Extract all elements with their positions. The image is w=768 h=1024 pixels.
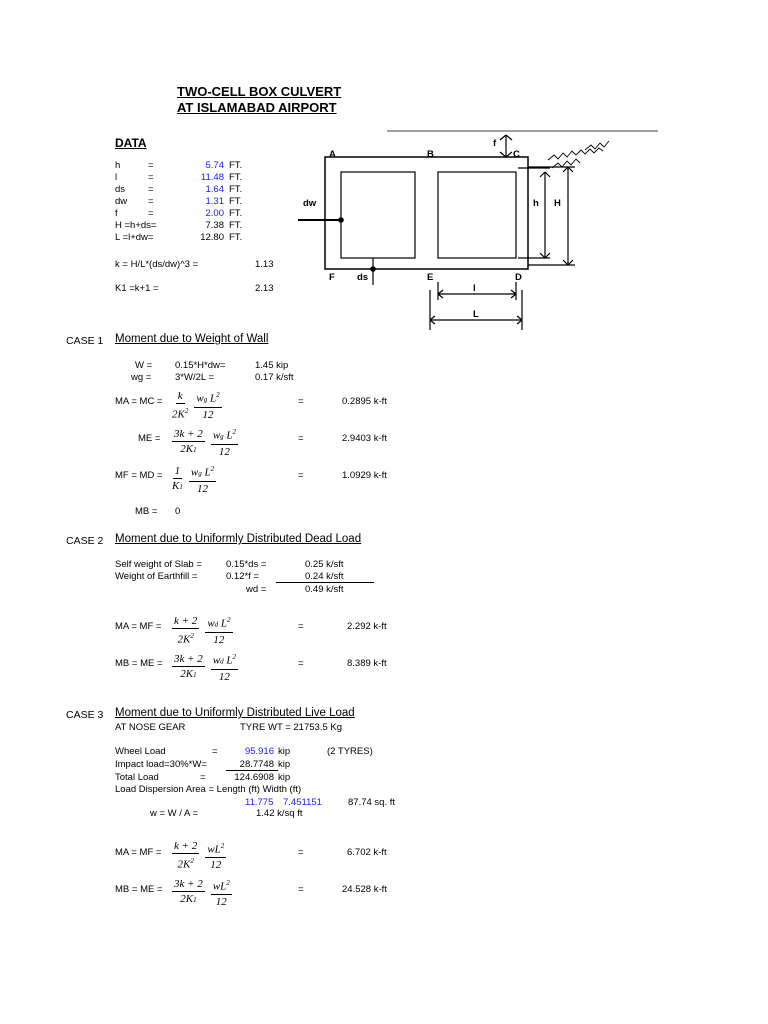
diagram-label-f: f (493, 138, 497, 149)
case3-MB-num2: wL (212, 880, 227, 893)
case2-wd-val: 0.49 k/sft (305, 584, 344, 595)
case1-MB-val: 0 (175, 506, 181, 517)
k1-equation-label: K1 =k+1 = (115, 283, 159, 294)
case3-number: CASE 3 (66, 709, 104, 721)
case1-MA-eq: = (298, 396, 304, 407)
diagram-label-H: H (554, 198, 561, 209)
param-l-unit: FT. (229, 172, 243, 183)
case1-MF-val: 1.0929 k-ft (342, 470, 387, 481)
param-dw-unit: FT. (229, 196, 243, 207)
case1-MA-den2: 12 (202, 408, 214, 421)
diagram-label-E: E (427, 272, 434, 283)
case3-MB-den2: 12 (215, 895, 227, 908)
case1-MA-num1: k (177, 389, 183, 402)
diagram-label-B: B (427, 149, 434, 160)
case3-wheel-note: (2 TYRES) (327, 746, 373, 757)
case2-MB-lhs: MB = ME = (115, 658, 163, 669)
case3-title: Moment due to Uniformly Distributed Live Load (115, 707, 355, 719)
param-f-unit: FT. (229, 208, 243, 219)
diagram-label-A: A (329, 149, 336, 160)
param-L-label: L =l+dw= (115, 232, 154, 243)
case2-MA-den1: 2K (177, 633, 191, 646)
k-equation-value: 1.13 (255, 259, 274, 270)
case3-w-val: 1.42 k/sq ft (256, 808, 303, 819)
case2-MA-den2: 12 (213, 633, 225, 646)
case1-MA-num2: w (196, 392, 204, 405)
param-h-value: 5.74 (205, 160, 224, 171)
case2-slab-label: Self weight of Slab = (115, 559, 202, 570)
case3-MB-num1: 3k + 2 (174, 878, 203, 891)
case1-MF-eq: = (298, 470, 304, 481)
case1-MF-den1: K (172, 479, 180, 492)
diagram-label-F: F (329, 272, 335, 283)
case2-MB-num1: 3k + 2 (174, 652, 203, 665)
case3-area-label: Load Dispersion Area = Length (ft) Width (ft) (115, 784, 302, 795)
case3-wheel-label: Wheel Load (115, 746, 166, 757)
case1-W-val: 1.45 kip (255, 360, 289, 371)
case3-nose-gear: AT NOSE GEAR (115, 722, 186, 733)
case1-W-lhs: W = (135, 360, 153, 371)
k1-equation-value: 2.13 (255, 283, 274, 294)
case1-number: CASE 1 (66, 335, 104, 347)
diagram-label-D: D (515, 272, 522, 283)
case3-total-label: Total Load (115, 772, 159, 783)
param-l-eq: = (148, 172, 154, 183)
case1-MF-den2: 12 (196, 482, 208, 495)
param-f-value: 2.00 (205, 208, 224, 219)
case3-impact-val: 28.7748 (239, 759, 274, 770)
case2-number: CASE 2 (66, 535, 104, 547)
case3-MB-eq: = (298, 884, 304, 895)
culvert-diagram (290, 128, 670, 338)
case1-ME-lhs: ME = (138, 433, 161, 444)
case1-W-expr: 0.15*H*dw= (175, 360, 226, 371)
case3-MA-den2: 12 (210, 858, 222, 871)
param-f-label: f (115, 208, 118, 219)
param-L-value: 12.80 (200, 232, 224, 243)
case1-ME-eq: = (298, 433, 304, 444)
case2-MA-lhs: MA = MF = (115, 621, 162, 632)
param-l-value: 11.48 (200, 172, 224, 183)
param-ds-eq: = (148, 184, 154, 195)
title-line1: TWO-CELL BOX CULVERT (177, 84, 342, 99)
case1-MF-formula: 1 K1 wg $L^2$ 12 (172, 464, 215, 495)
case1-MB-lhs: MB = (135, 506, 158, 517)
data-heading: DATA (115, 136, 147, 150)
case2-title: Moment due to Uniformly Distributed Dead Load (115, 533, 362, 545)
param-h-eq: = (148, 160, 154, 171)
case3-wheel-val: 95.916 (244, 746, 274, 757)
case2-MA-eq: = (298, 621, 304, 632)
case1-ME-den1: 2K (180, 442, 194, 455)
param-H-unit: FT. (229, 220, 243, 231)
case3-MA-num2: wL (207, 843, 221, 856)
case2-MB-val: 8.389 k-ft (347, 658, 387, 669)
param-h-unit: FT. (229, 160, 243, 171)
case1-ME-formula: 3k + 2 2K1 wg $L^2$ 12 (174, 427, 237, 458)
param-ds-label: ds (115, 184, 126, 195)
case3-impact-unit: kip (278, 759, 291, 770)
param-H-value: 7.38 (205, 220, 224, 231)
case3-MA-den1: 2K (177, 858, 191, 871)
case3-MB-val: 24.528 k-ft (342, 884, 387, 895)
case1-MA-den1: 2K (172, 408, 185, 421)
case2-earth-expr: 0.12*f = (226, 571, 260, 582)
case2-slab-expr: 0.15*ds = (226, 559, 267, 570)
param-ds-unit: FT. (229, 184, 243, 195)
case2-MB-den1: 2K (180, 667, 194, 680)
case3-area-val: 87.74 sq. ft (348, 797, 396, 808)
param-dw-label: dw (115, 196, 128, 207)
case2-MB-formula: 3k + 2 2K1 wd $L^2$ 12 (174, 652, 237, 683)
case1-wg-val: 0.17 k/sft (255, 372, 294, 383)
case1-MF-num2: w (190, 466, 199, 479)
case2-earth-label: Weight of Earthfill = (115, 571, 198, 582)
case1-MA-formula: k $2K^2$ wg $L^2$ 12 (172, 389, 220, 421)
case2-slab-val: 0.25 k/sft (305, 559, 344, 570)
case2-wd-label: wd = (246, 584, 267, 595)
case1-MA-val: 0.2895 k-ft (342, 396, 387, 407)
case2-earth-val: 0.24 k/sft (305, 571, 344, 582)
case2-MA-val: 2.292 k-ft (347, 621, 387, 632)
param-ds-value: 1.64 (205, 184, 224, 195)
case1-wg-lhs: wg = (131, 372, 152, 383)
diagram-label-ds: ds (357, 272, 369, 283)
case3-MA-num1: k + 2 (174, 840, 198, 852)
case1-MF-lhs: MF = MD = (115, 470, 163, 481)
case3-impact-label: Impact load=30%*W= (115, 759, 207, 770)
case3-MA-eq: = (298, 847, 304, 858)
case1-MF-num1: 1 (174, 464, 181, 477)
param-h-label: h (115, 160, 121, 171)
title-line2: AT ISLAMABAD AIRPORT (177, 100, 337, 115)
case3-MB-lhs: MB = ME = (115, 884, 163, 895)
case1-ME-num1: 3k + 2 (174, 427, 203, 440)
case3-wheel-eq: = (212, 746, 218, 757)
case1-ME-num2: w (212, 429, 221, 442)
case1-MA-lhs: MA = MC = (115, 396, 163, 407)
case2-MB-den2: 12 (218, 670, 230, 683)
case2-sum-line (276, 582, 374, 583)
case3-area-width: 7.451151 (283, 797, 322, 808)
case2-MA-num1: k + 2 (174, 614, 198, 627)
case1-wg-expr: 3*W/2L = (175, 372, 214, 383)
case3-MA-lhs: MA = MF = (115, 847, 162, 858)
diagram-label-L: L (473, 309, 479, 320)
case3-area-length: 11.775 (245, 797, 274, 808)
case3-MA-val: 6.702 k-ft (347, 847, 387, 858)
case3-MA-formula: k + 2 $2K^2$ $wL^2$ 12 (174, 840, 225, 871)
diagram-label-h: h (533, 198, 539, 209)
diagram-label-l: l (473, 283, 476, 294)
case3-w-label: w = W / A = (150, 808, 199, 819)
param-H-label: H =h+ds= (115, 220, 157, 231)
case3-tyre-weight: TYRE WT = 21753.5 Kg (240, 722, 342, 733)
case1-ME-val: 2.9403 k-ft (342, 433, 387, 444)
case3-total-unit: kip (278, 772, 291, 783)
case2-MB-eq: = (298, 658, 304, 669)
case2-MA-num2: w (207, 617, 215, 630)
param-dw-eq: = (148, 196, 154, 207)
case2-MB-num2: w (212, 654, 221, 667)
case2-MA-formula: k + 2 $2K^2$ wd $L^2$ 12 (174, 614, 231, 646)
case3-sum-line (226, 770, 278, 771)
diagram-label-dw: dw (303, 198, 317, 209)
case3-MB-formula: 3k + 2 2K1 $wL^2$ 12 (174, 878, 230, 908)
param-f-eq: = (148, 208, 154, 219)
case3-total-val: 124.6908 (234, 772, 274, 783)
case1-title: Moment due to Weight of Wall (115, 333, 269, 345)
k-equation-label: k = H/L*(ds/dw)^3 = (115, 259, 199, 270)
case3-wheel-unit: kip (278, 746, 291, 757)
param-L-unit: FT. (229, 232, 243, 243)
case3-total-eq: = (200, 772, 206, 783)
diagram-label-C: C (513, 149, 520, 160)
case1-ME-den2: 12 (218, 445, 230, 458)
param-l-label: l (115, 172, 118, 183)
case3-MB-den1: 2K (180, 893, 194, 906)
param-dw-value: 1.31 (205, 196, 224, 207)
